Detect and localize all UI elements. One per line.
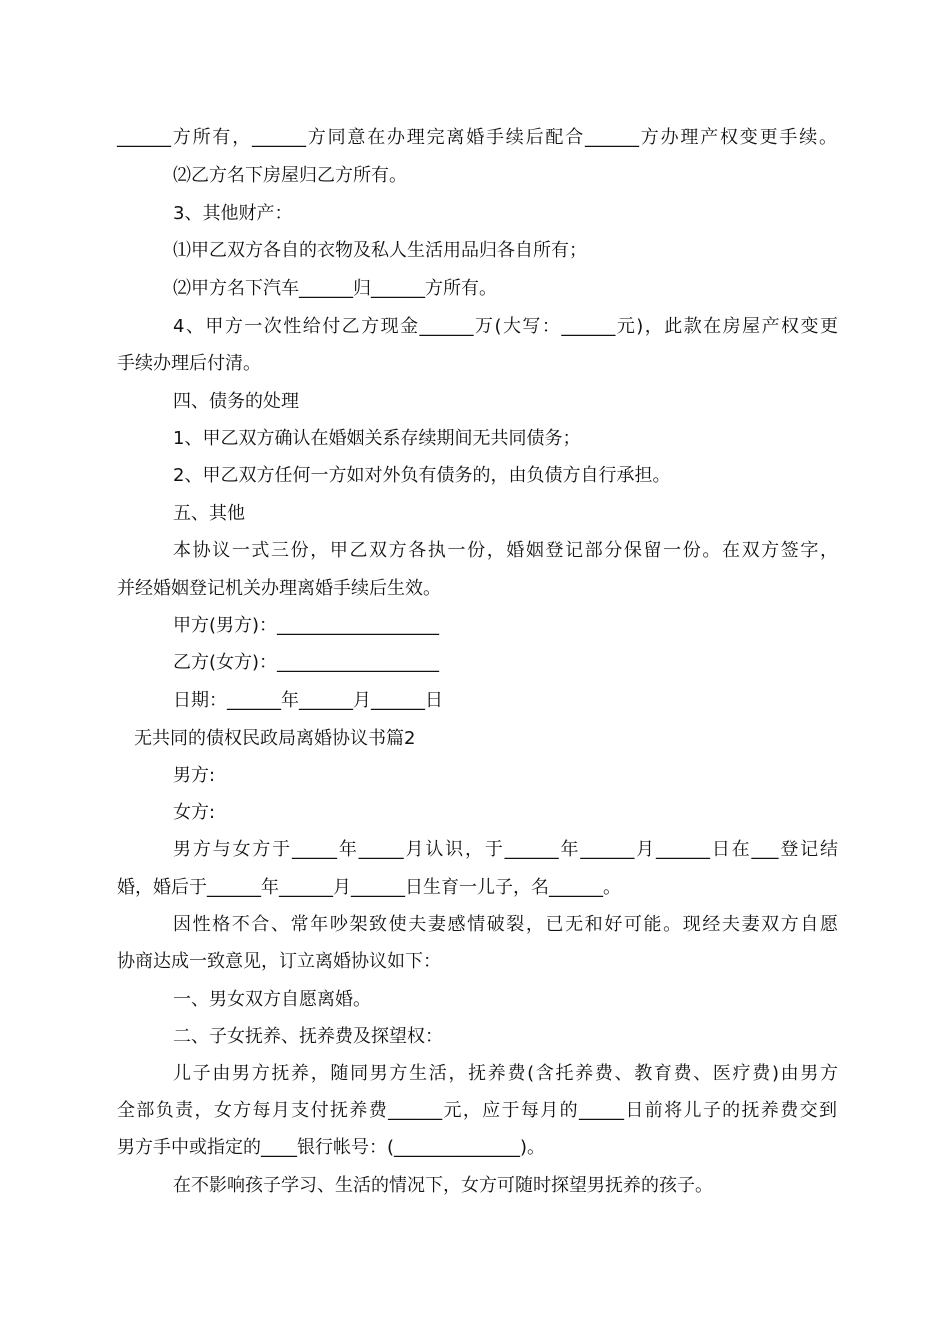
paragraph-line: 本协议一式三份，甲乙双方各执一份，婚姻登记部分保留一份。在双方签字， bbox=[173, 540, 838, 561]
section-heading: 一、男女双方自愿离婚。 bbox=[173, 989, 371, 1010]
paragraph-line: ⑴甲乙双方各自的衣物及私人生活用品归各自所有； bbox=[173, 240, 587, 261]
paragraph-line: 1、甲乙双方确认在婚姻关系存续期间无共同债务； bbox=[173, 428, 581, 449]
section-heading: 四、债务的处理 bbox=[173, 391, 299, 412]
party-male: 男方: bbox=[173, 765, 216, 786]
party-female: 女方: bbox=[173, 802, 216, 823]
paragraph-line: ______方所有，______方同意在办理完离婚手续后配合______方办理产权变更手续。 bbox=[117, 127, 837, 148]
paragraph-line: 婚，婚后于______年______月______日生育一儿子，名______。 bbox=[117, 877, 621, 898]
paragraph-line: 在不影响孩子学习、生活的情况下，女方可随时探望男抚养的孩子。 bbox=[173, 1175, 713, 1196]
paragraph-line: ⑵甲方名下汽车______归______方所有。 bbox=[173, 278, 497, 299]
paragraph-line: 协商达成一致意见，订立离婚协议如下： bbox=[117, 951, 441, 972]
paragraph-line: 手续办理后付清。 bbox=[117, 353, 261, 374]
paragraph-line: 全部负责，女方每月支付抚养费______元，应于每月的_____日前将儿子的抚养费交到 bbox=[117, 1100, 837, 1121]
paragraph-line: 因性格不合、常年吵架致使夫妻感情破裂，已无和好可能。现经夫妻双方自愿 bbox=[173, 914, 838, 935]
paragraph-line: 4、甲方一次性给付乙方现金______万(大写：______元)，此款在房屋产权变更 bbox=[173, 316, 838, 337]
paragraph-line: 并经婚姻登记机关办理离婚手续后生效。 bbox=[117, 578, 441, 599]
paragraph-line: ⑵乙方名下房屋归乙方所有。 bbox=[173, 165, 407, 186]
paragraph-line: 儿子由男方抚养，随同男方生活，抚养费(含托养费、教育费、医疗费)由男方 bbox=[173, 1063, 838, 1084]
signature-party-a: 甲方(男方)：__________________ bbox=[173, 615, 440, 636]
signature-date: 日期：______年______月______日 bbox=[173, 690, 443, 711]
section-heading: 3、其他财产： bbox=[173, 203, 293, 224]
paragraph-line: 2、甲乙双方任何一方如对外负有债务的，由负债方自行承担。 bbox=[173, 465, 671, 486]
signature-party-b: 乙方(女方)：__________________ bbox=[173, 652, 440, 673]
paragraph-line: 男方手中或指定的____银行帐号：(______________)。 bbox=[117, 1137, 546, 1158]
section-heading: 二、子女抚养、抚养费及探望权： bbox=[173, 1026, 443, 1047]
section-heading: 五、其他 bbox=[173, 503, 245, 524]
document-title: 无共同的债权民政局离婚协议书篇2 bbox=[134, 728, 416, 749]
paragraph-line: 男方与女方于_____年_____月认识，于______年______月______日在___登记结 bbox=[173, 839, 838, 860]
